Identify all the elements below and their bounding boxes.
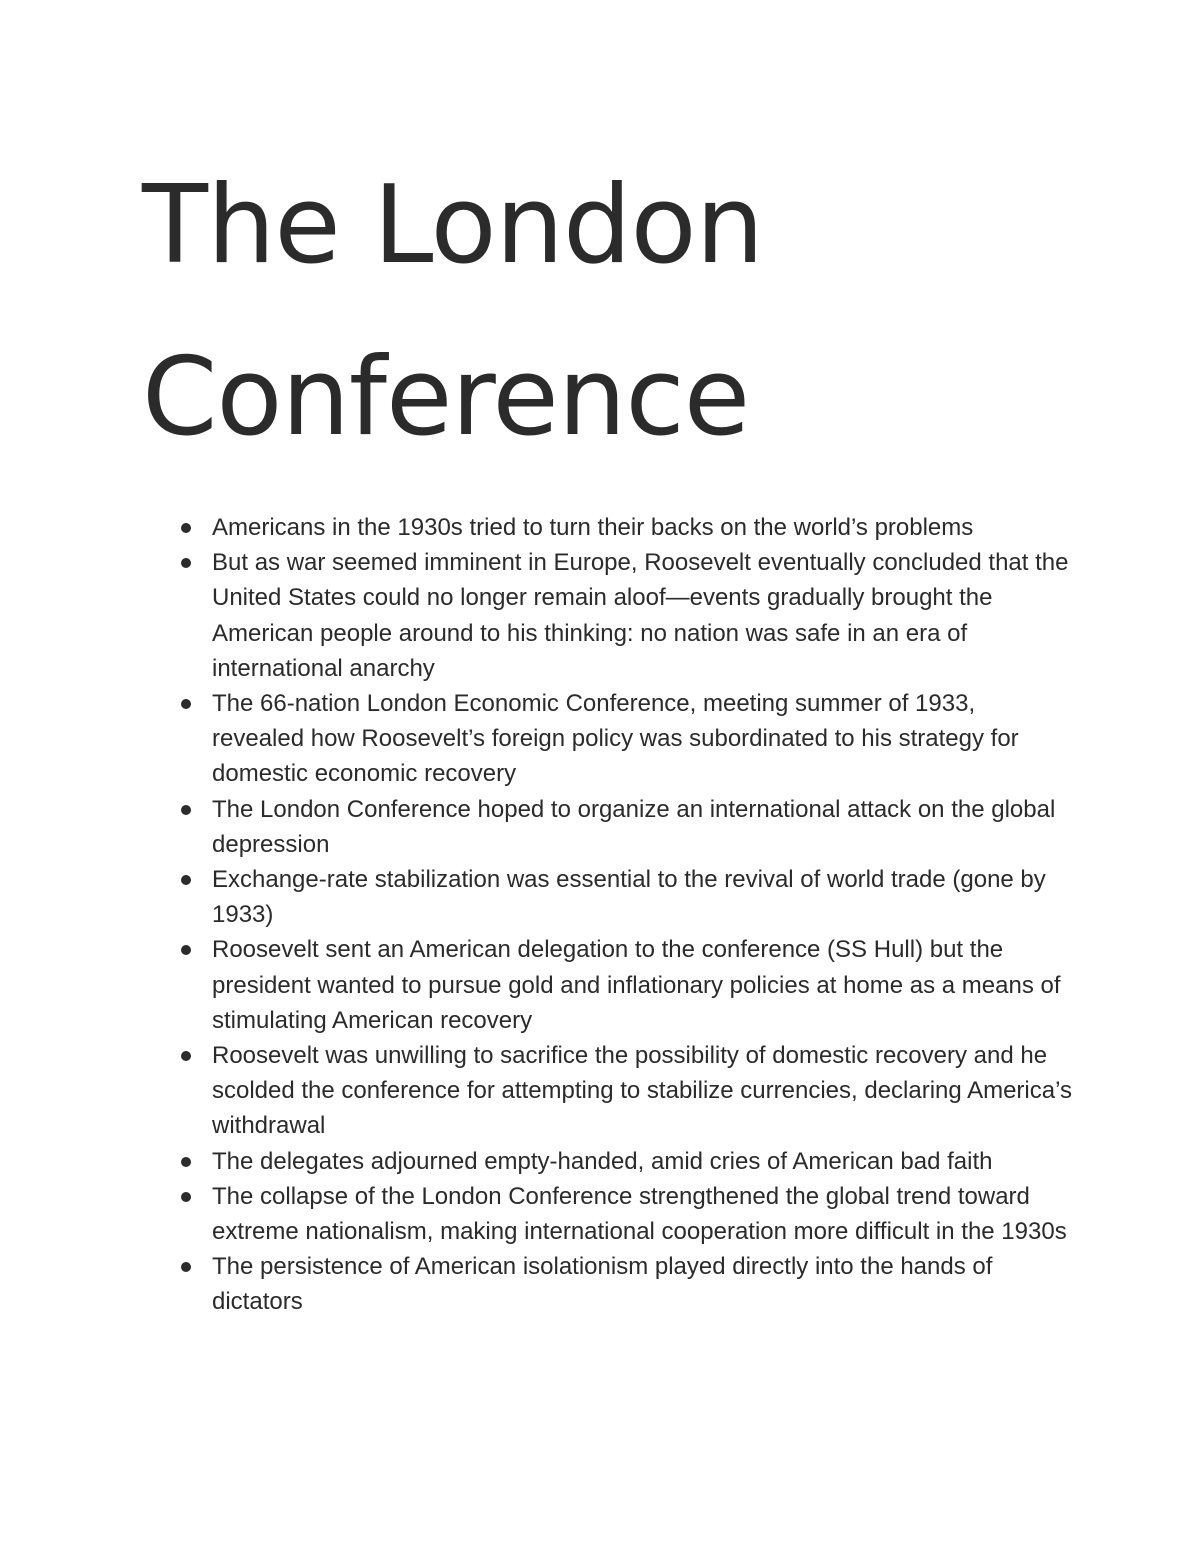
bullet-icon <box>181 1051 191 1061</box>
list-item-text: Exchange-rate stabilization was essential to the revival of world trade (gone by 1933) <box>212 866 1046 929</box>
list-item <box>172 686 1072 792</box>
title-line-2: Conference <box>142 335 750 460</box>
list-item-text: But as war seemed imminent in Europe, Roosevelt eventually concluded that the United States could no longer remain aloof—events gradually brought the American people around to his thinking: no nation was safe in an era of international anarchy <box>212 549 1069 682</box>
list-item <box>172 545 1072 686</box>
bullet-icon <box>181 523 191 533</box>
list-item-text: The delegates adjourned empty-handed, amid cries of American bad faith <box>212 1147 993 1175</box>
bullet-icon <box>181 1192 191 1202</box>
list-item-text: Roosevelt sent an American delegation to the conference (SS Hull) but the president wanted to pursue gold and inflationary policies at home as a means of stimulating American recovery <box>212 936 1061 1034</box>
list-item <box>172 862 1072 932</box>
bullet-icon <box>181 699 191 709</box>
list-item <box>172 1179 1072 1249</box>
list-item-text: Roosevelt was unwilling to sacrifice the possibility of domestic recovery and he scolded the conference for attempting to stabilize currencies, declaring America’s withdrawal <box>212 1042 1073 1140</box>
list-item <box>172 1038 1072 1144</box>
list-item-text: Americans in the 1930s tried to turn their backs on the world’s problems <box>212 514 974 541</box>
bullet-icon <box>181 558 191 568</box>
list-item-text: The London Conference hoped to organize an international attack on the global depression <box>212 795 1056 858</box>
title-line-1: The London <box>142 163 764 288</box>
list-item-text: The persistence of American isolationism played directly into the hands of dictators <box>212 1253 993 1316</box>
list-item-text: The collapse of the London Conference strengthened the global trend toward extreme nationalism, making international cooperation more difficult in the 1930s <box>212 1182 1067 1246</box>
list-item-text: The 66-nation London Economic Conference, meeting summer of 1933, revealed how Roosevelt’s foreign policy was subordinated to his strategy for domestic economic recovery <box>212 690 1019 788</box>
list-item <box>172 792 1072 862</box>
page-title <box>142 140 1102 484</box>
list-item <box>172 1144 1072 1179</box>
bullet-icon <box>181 945 191 955</box>
bullet-icon <box>181 875 191 885</box>
bullet-icon <box>181 1262 191 1272</box>
bullet-list <box>172 510 1072 1320</box>
bullet-icon <box>181 805 191 815</box>
list-item <box>172 1249 1072 1319</box>
list-item <box>172 932 1072 1038</box>
list-item <box>172 510 1072 545</box>
bullet-icon <box>181 1157 191 1167</box>
